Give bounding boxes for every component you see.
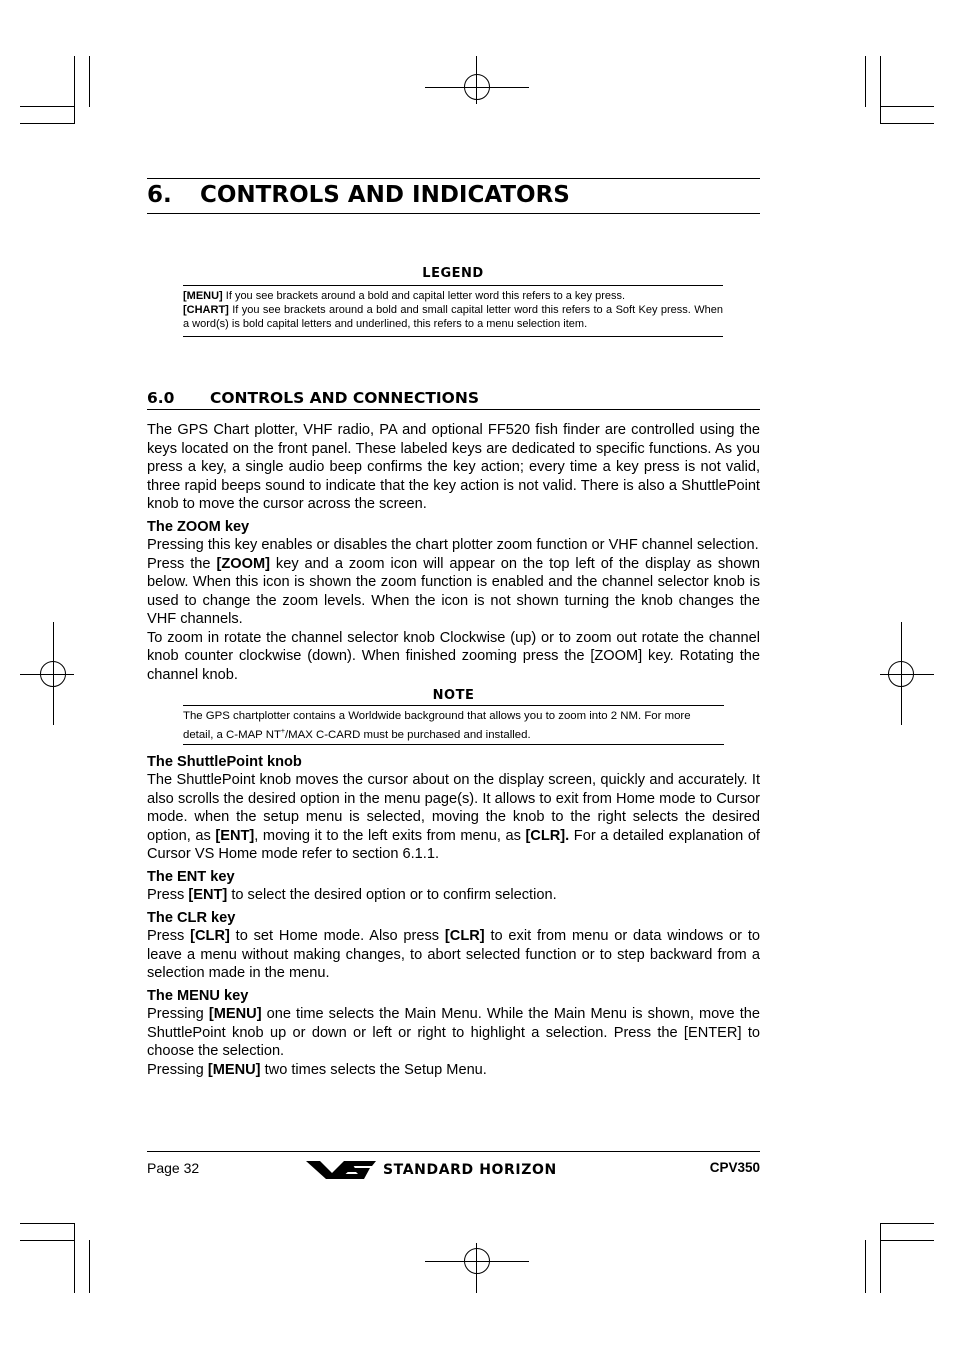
shuttlepoint-paragraph: The ShuttlePoint knob moves the cursor about on the display screen, quickly and accurately. It also scrolls the desired option in the menu page(s). It allows to exit from Home mode to Cursor mode. when the setup menu is selected, moving the knob to the right selects the desired option, as [ENT], moving it to the left exits from menu, as [CLR]. For a detailed explanation of Cursor VS Home mode refer to section 6.1.1.	[147, 772, 760, 863]
section-number: 6.0	[147, 389, 175, 407]
zoom-paragraph-3: To zoom in rotate the channel selector knob Clockwise (up) or to zoom out rotate the channel knob counter clockwise (down). When finished zooming press the [ZOOM] key. Rotating the channel knob.	[147, 629, 760, 683]
standard-horizon-logo-icon	[306, 1159, 378, 1181]
menu-paragraph-1: Pressing [MENU] one time selects the Main Menu. While the Main Menu is shown, move the ShuttlePoint knob up or down or left or right to highlight a selection. Press the [ENTER] to choose the selection.	[147, 1006, 760, 1060]
body-content	[147, 421, 760, 1079]
legend-text	[183, 289, 723, 331]
chapter-heading	[147, 178, 760, 214]
legend-chart-key: [CHART]	[183, 304, 229, 316]
zoom-paragraph-1: Pressing this key enables or disables the chart plotter zoom function or VHF channel selection.	[147, 537, 759, 553]
clr-paragraph: Press [CLR] to set Home mode. Also press [CLR] to exit from menu or data windows or to leave a menu without making changes, to abort selected function or to step backward from a selection made in the menu.	[147, 928, 761, 982]
zoom-paragraph-2: Press the [ZOOM] key and a zoom icon will appear on the top left of the display as shown below. When this icon is shown the zoom function is enabled and the channel selector knob is used to change the zoom levels. When the icon is not shown turning the knob changes the VHF channels.	[147, 555, 760, 627]
brand-name: STANDARD HORIZON	[383, 1162, 557, 1178]
note-block	[183, 687, 724, 745]
legend-text-2: If you see brackets around a bold and small capital letter word this refers to a Soft Key press. When a word(s) is bold capital letters and underlined, this refers to a menu selection item.	[183, 304, 723, 330]
legend-top-rule	[183, 285, 723, 286]
shuttlepoint-heading: The ShuttlePoint knob	[147, 753, 302, 770]
legend-menu-key: [MENU]	[183, 290, 223, 302]
zoom-key-label: [ZOOM]	[216, 555, 270, 572]
intro-paragraph: The GPS Chart plotter, VHF radio, PA and optional FF520 fish finder are controlled using the keys located on the front panel. These labeled keys are dedicated to specific functions. As you press a key, a single audio beep confirms the key action; every time a key press is not valid, three rapid beeps sound to indicate that the key action is not valid. There is also a ShuttlePoint knob to move the cursor across the screen.	[147, 422, 760, 512]
zoom-heading: The ZOOM key	[147, 518, 250, 535]
note-title: NOTE	[432, 688, 475, 703]
menu-heading: The MENU key	[147, 987, 249, 1004]
section-heading	[147, 389, 760, 410]
legend-title: LEGEND	[422, 266, 484, 281]
section-title: CONTROLS AND CONNECTIONS	[210, 389, 479, 407]
chapter-title: CONTROLS AND INDICATORS	[200, 182, 570, 208]
menu-paragraph-2: Pressing [MENU] two times selects the Setup Menu.	[147, 1061, 487, 1078]
model-number: CPV350	[709, 1160, 760, 1175]
page-number: Page 32	[147, 1160, 200, 1176]
chapter-number: 6.	[147, 182, 172, 208]
legend-text-1: If you see brackets around a bold and capital letter word this refers to a key press.	[222, 290, 626, 302]
ent-heading: The ENT key	[147, 868, 235, 885]
note-text: The GPS chartplotter contains a Worldwide background that allows you to zoom into 2 NM. For more detail, a C-MAP NT+/MAX C-CARD must be purchased and installed.	[183, 705, 724, 745]
legend-bottom-rule	[183, 336, 723, 337]
footer-rule	[147, 1151, 760, 1152]
ent-paragraph: Press [ENT] to select the desired option or to confirm selection.	[147, 887, 557, 904]
clr-heading: The CLR key	[147, 909, 236, 926]
